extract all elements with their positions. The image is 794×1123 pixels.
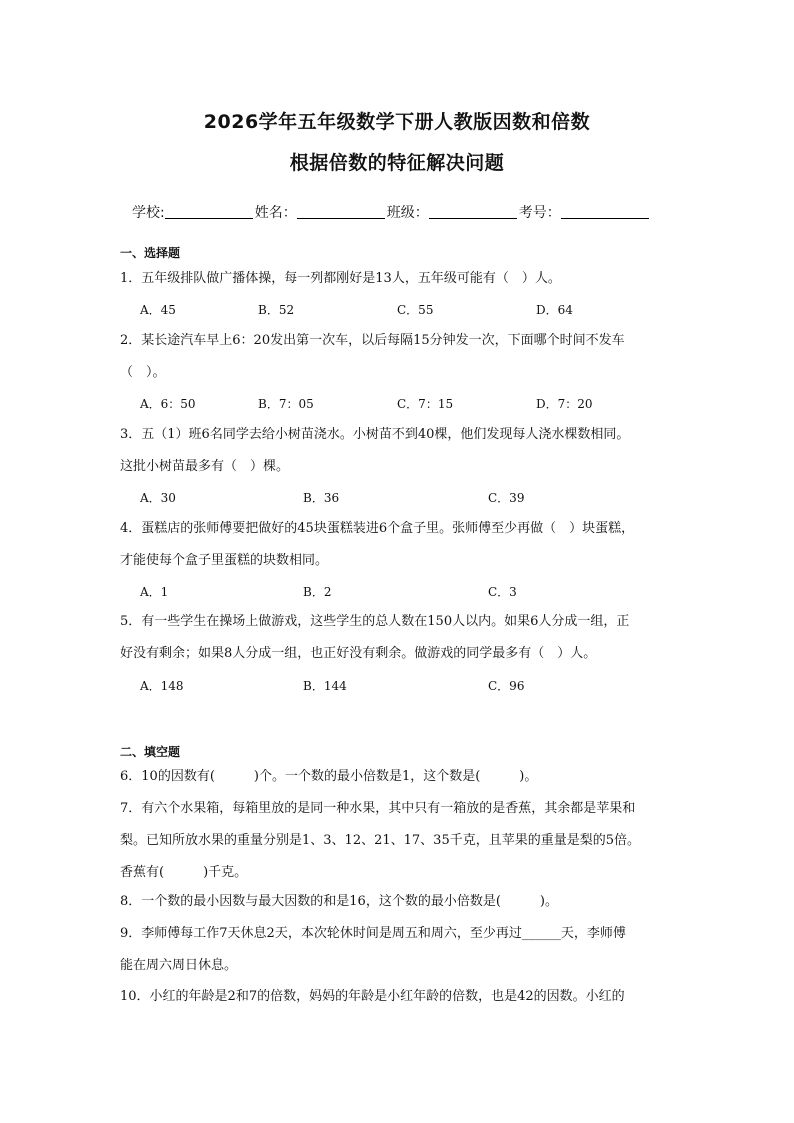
question-6 — [120, 761, 680, 793]
option-b[interactable]: B．7：05 — [258, 397, 314, 411]
page-title: 2026学年五年级数学下册人教版因数和倍数 — [203, 111, 591, 133]
question-text: 2．某长途汽车早上6：20发出第一次车，以后每隔15分钟发一次，下面哪个时间不发车 — [120, 333, 625, 348]
question-text: 9．李师傅每工作7天休息2天，本次轮休时间是周五和周六，至少再过______天，李师傅 — [120, 926, 626, 941]
option-a[interactable]: A．45 — [140, 303, 176, 317]
question-text: 香蕉有( )千克。 — [120, 865, 248, 880]
option-a[interactable]: A．30 — [140, 491, 176, 505]
question-8 — [120, 886, 680, 918]
question-9 — [120, 918, 680, 982]
option-c[interactable]: C．7：15 — [397, 397, 454, 411]
option-a[interactable]: A．6：50 — [140, 397, 196, 411]
school-label: 学校: — [132, 205, 165, 221]
option-c[interactable]: C．55 — [397, 303, 434, 317]
option-d[interactable]: D．64 — [536, 303, 573, 317]
question-4 — [120, 513, 680, 577]
question-1 — [120, 263, 680, 295]
question-text: 能在周六周日休息。 — [120, 958, 238, 973]
question-text: 3．五（1）班6名同学去给小树苗浇水。小树苗不到40棵，他们发现每人浇水棵数相同。 — [120, 427, 630, 442]
question-text: 这批小树苗最多有（ ）棵。 — [120, 459, 290, 474]
name-blank[interactable] — [297, 204, 385, 219]
question-text: 4．蛋糕店的张师傅要把做好的45块蛋糕装进6个盒子里。张师傅至少再做（ ）块蛋糕， — [120, 521, 635, 536]
question-text: 好没有剩余；如果8人分成一组，也正好没有剩余。做游戏的同学最多有（ ）人。 — [120, 646, 597, 661]
name-label: 姓名： — [254, 205, 297, 221]
option-b[interactable]: B．144 — [303, 679, 347, 693]
school-blank[interactable] — [165, 204, 253, 219]
question-text: 梨。已知所放水果的重量分别是1、3、12、21、17、35千克，且苹果的重量是梨的5倍。 — [120, 833, 640, 848]
class-blank[interactable] — [429, 204, 517, 219]
question-text: 5．有一些学生在操场上做游戏，这些学生的总人数在150人以内。如果6人分成一组，正 — [120, 614, 630, 629]
question-3 — [120, 419, 680, 483]
page-subtitle: 根据倍数的特征解决问题 — [289, 152, 505, 174]
option-b[interactable]: B．36 — [303, 491, 340, 505]
option-b[interactable]: B．2 — [303, 585, 332, 599]
option-a[interactable]: A．148 — [140, 679, 184, 693]
section-choice-title: 一、选择题 — [120, 246, 181, 260]
exam-no-label: 考号： — [518, 205, 561, 221]
class-label: 班级： — [386, 205, 429, 221]
option-d[interactable]: D．7：20 — [536, 397, 593, 411]
question-text: 8．一个数的最小因数与最大因数的和是16，这个数的最小倍数是( )。 — [120, 894, 558, 909]
option-c[interactable]: C．96 — [488, 679, 525, 693]
option-a[interactable]: A．1 — [140, 585, 169, 599]
question-5 — [120, 606, 680, 670]
question-2 — [120, 325, 680, 389]
question-text: 10．小红的年龄是2和7的倍数，妈妈的年龄是小红年龄的倍数，也是42的因数。小红的 — [120, 989, 625, 1004]
question-text: （ ）。 — [120, 365, 166, 380]
option-b[interactable]: B．52 — [258, 303, 295, 317]
option-c[interactable]: C．39 — [488, 491, 525, 505]
question-text: 才能使每个盒子里蛋糕的块数相同。 — [120, 553, 329, 568]
student-info-row — [132, 202, 651, 222]
option-c[interactable]: C．3 — [488, 585, 517, 599]
question-text: 1．五年级排队做广播体操，每一列都刚好是13人，五年级可能有（ ）人。 — [120, 271, 561, 286]
question-7 — [120, 793, 680, 889]
question-10 — [120, 981, 680, 1013]
section-fill-title: 二、填空题 — [120, 745, 181, 759]
question-text: 7．有六个水果箱，每箱里放的是同一种水果，其中只有一箱放的是香蕉，其余都是苹果和 — [120, 801, 636, 816]
exam-no-blank[interactable] — [561, 204, 649, 219]
question-text: 6．10的因数有( )个。一个数的最小倍数是1，这个数是( )。 — [120, 769, 538, 784]
